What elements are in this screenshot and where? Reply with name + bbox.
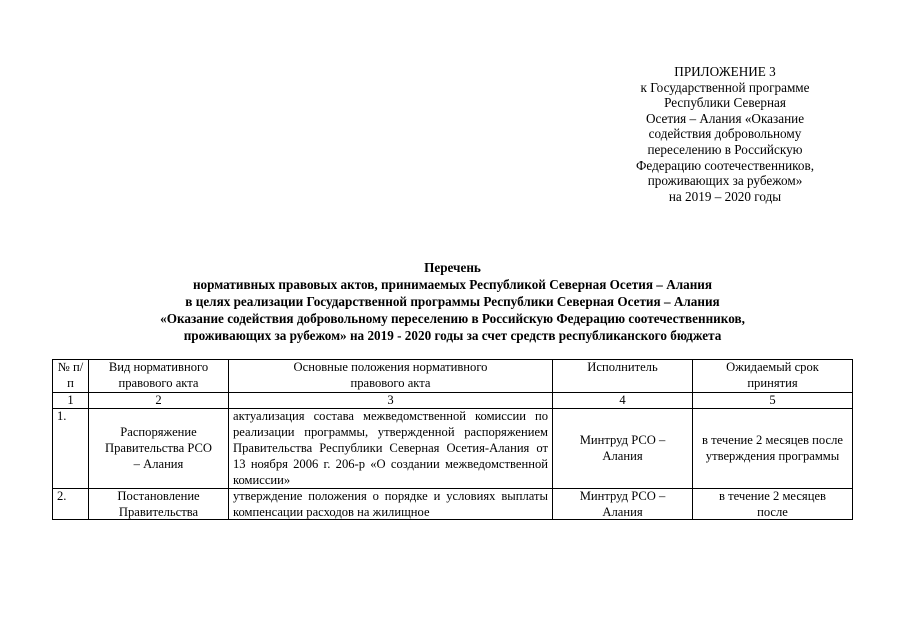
row-provisions: актуализация состава межведомственной комиссии по реализации программы, утвержденной распоряжением Правительства Республики Северная Осетия-Алания от 13 ноября 2006 г. 206-р «О создании межведомственной комиссии» bbox=[229, 409, 553, 489]
appendix-line: Осетия – Алания «Оказание bbox=[645, 110, 805, 126]
table-row bbox=[53, 489, 853, 520]
column-number: 1 bbox=[53, 392, 89, 409]
title-line: проживающих за рубежом» на 2019 - 2020 годы за счет средств республиканского бюджета bbox=[183, 328, 722, 343]
row-act-type: Постановление Правительства bbox=[89, 489, 229, 520]
row-deadline: в течение 2 месяцев после утверждения программы bbox=[693, 409, 853, 489]
appendix-line: переселению в Российскую bbox=[647, 141, 803, 157]
header-act-type: Вид нормативного правового акта bbox=[89, 360, 229, 393]
column-number: 2 bbox=[89, 392, 229, 409]
column-numbers-row bbox=[53, 392, 853, 409]
appendix-line: проживающих за рубежом» bbox=[647, 173, 803, 189]
row-deadline: в течение 2 месяцев после bbox=[693, 489, 853, 520]
row-number: 1. bbox=[53, 409, 89, 489]
row-executor: Минтруд РСО – Алания bbox=[553, 409, 693, 489]
acts-table bbox=[52, 359, 853, 520]
appendix-block bbox=[600, 64, 850, 204]
header-provisions: Основные положения нормативного правового акта bbox=[229, 360, 553, 393]
row-act-type: Распоряжение Правительства РСО – Алания bbox=[89, 409, 229, 489]
appendix-line: ПРИЛОЖЕНИЕ 3 bbox=[674, 64, 776, 79]
header-number: № п/п bbox=[53, 360, 89, 393]
column-number: 5 bbox=[693, 392, 853, 409]
row-provisions: утверждение положения о порядке и условиях выплаты компенсации расходов на жилищное bbox=[229, 489, 553, 520]
column-number: 4 bbox=[553, 392, 693, 409]
title-line: нормативных правовых актов, принимаемых Республикой Северная Осетия – Алания bbox=[192, 277, 713, 292]
row-executor: Минтруд РСО – Алания bbox=[553, 489, 693, 520]
title-line: Перечень bbox=[424, 260, 481, 275]
appendix-line: Республики Северная bbox=[664, 95, 786, 111]
appendix-line: содействия добровольному bbox=[648, 126, 802, 142]
header-executor: Исполнитель bbox=[553, 360, 693, 393]
row-number: 2. bbox=[53, 489, 89, 520]
appendix-line: Федерацию соотечественников, bbox=[636, 157, 814, 173]
title-line: в целях реализации Государственной программы Республики Северная Осетия – Алания bbox=[185, 294, 720, 309]
table-row bbox=[53, 409, 853, 489]
column-number: 3 bbox=[229, 392, 553, 409]
title-line: «Оказание содействия добровольному переселению в Российскую Федерацию соотечественников, bbox=[160, 311, 745, 326]
document-title bbox=[60, 259, 845, 344]
appendix-line: на 2019 – 2020 годы bbox=[668, 188, 782, 204]
header-deadline: Ожидаемый срок принятия bbox=[693, 360, 853, 393]
table-header-row bbox=[53, 360, 853, 393]
appendix-line: к Государственной программе bbox=[640, 79, 810, 95]
